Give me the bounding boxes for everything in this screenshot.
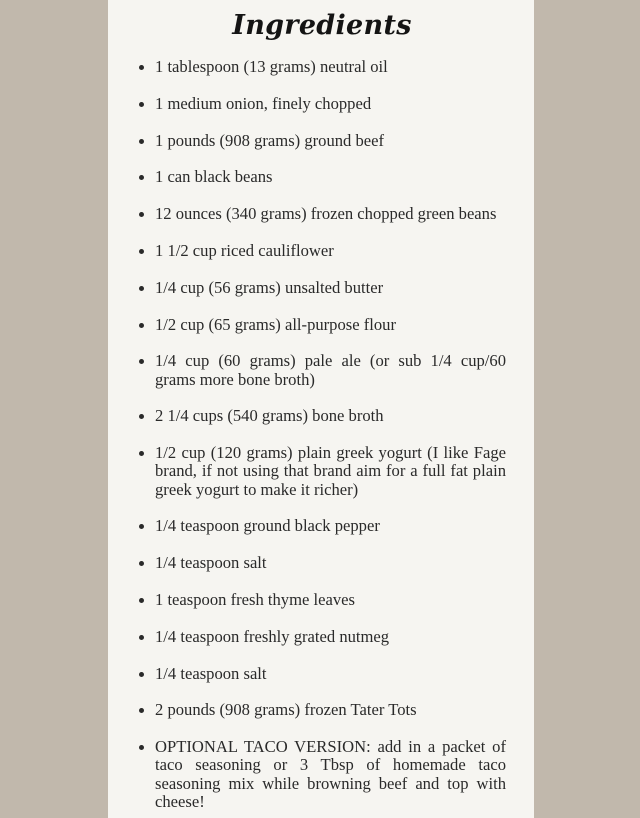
recipe-card	[108, 0, 534, 818]
list-item: 1 teaspoon fresh thyme leaves	[138, 591, 506, 609]
list-item: 12 ounces (340 grams) frozen chopped green beans	[138, 205, 506, 223]
list-item: 1/4 teaspoon freshly grated nutmeg	[138, 628, 506, 646]
list-item: 1/2 cup (120 grams) plain greek yogurt (I like Fage brand, if not using that brand aim for a full fat plain greek yogurt to make it richer)	[138, 444, 506, 499]
list-item: 1 pounds (908 grams) ground beef	[138, 132, 506, 150]
ingredients-list	[138, 58, 506, 811]
list-item: 1/4 cup (60 grams) pale ale (or sub 1/4 cup/60 grams more bone broth)	[138, 352, 506, 388]
list-item: 1/4 teaspoon salt	[138, 554, 506, 572]
list-item: 1 tablespoon (13 grams) neutral oil	[138, 58, 506, 76]
list-item: 1 can black beans	[138, 168, 506, 186]
page-title: Ingredients	[232, 10, 412, 41]
list-item: 2 1/4 cups (540 grams) bone broth	[138, 407, 506, 425]
list-item: 1/4 teaspoon ground black pepper	[138, 517, 506, 535]
list-item: 2 pounds (908 grams) frozen Tater Tots	[138, 701, 506, 719]
list-item: 1/4 cup (56 grams) unsalted butter	[138, 279, 506, 297]
list-item: OPTIONAL TACO VERSION: add in a packet of taco seasoning or 3 Tbsp of homemade taco seasoning mix while browning beef and top with cheese!	[138, 738, 506, 811]
list-item: 1 1/2 cup riced cauliflower	[138, 242, 506, 260]
list-item: 1/4 teaspoon salt	[138, 665, 506, 683]
list-item: 1/2 cup (65 grams) all-purpose flour	[138, 316, 506, 334]
list-item: 1 medium onion, finely chopped	[138, 95, 506, 113]
